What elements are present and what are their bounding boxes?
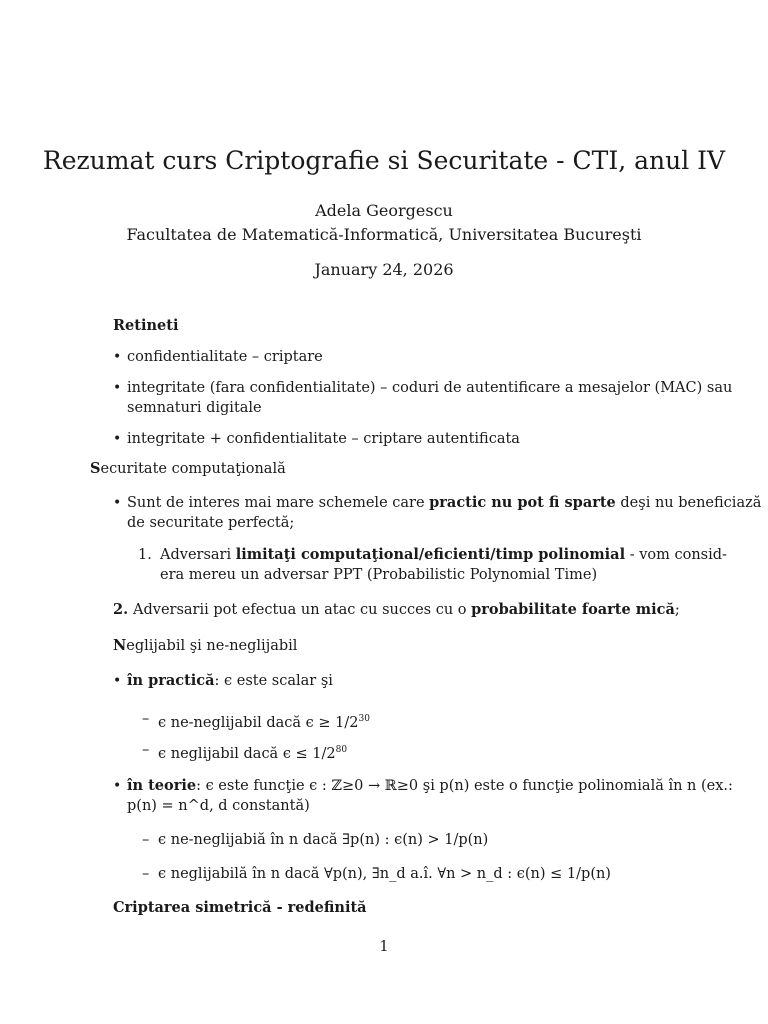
text: deşi nu beneficiază: [620, 495, 762, 511]
author: Adela Georgescu: [315, 201, 453, 220]
section-heading-criptarea: Criptarea simetrică - redefinită: [113, 899, 367, 916]
text: : ϵ este funcţie ϵ : ℤ≥0 → ℝ≥0 şi p(n) este o funcţie polinomială în n (ex.:: [196, 778, 733, 794]
list-item: confidentialitate – criptare: [127, 349, 323, 365]
list-item-continuation: semnaturi digitale: [127, 400, 262, 416]
enum-number: 1.: [138, 547, 152, 563]
emphasis: practic nu pot fi sparte: [429, 494, 616, 511]
bullet-icon: •: [113, 431, 122, 447]
document-title: Rezumat curs Criptografie si Securitate - CTI, anul IV: [42, 146, 726, 175]
enum-item-continuation: era mereu un adversar PPT (Probabilistic Polynomial Time): [160, 567, 598, 583]
exponent: 30: [358, 714, 370, 724]
heading-initial: N: [113, 637, 127, 654]
dash-icon: –: [142, 832, 150, 848]
enum-number: 2.: [113, 601, 129, 618]
sub-item: ϵ neglijabilă în n dacă ∀p(n), ∃n_d a.î. ∀n > n_d : ϵ(n) ≤ 1/p(n): [158, 866, 611, 882]
dash-icon: –: [142, 711, 150, 727]
enum-item: [133, 600, 680, 620]
dash-icon: –: [142, 866, 150, 882]
list-item: [127, 493, 761, 513]
sub-item: ϵ ne-neglijabiă în n dacă ∃p(n) : ϵ(n) > 1/p(n): [158, 832, 489, 848]
sub-item: [158, 709, 370, 733]
dash-icon: –: [142, 742, 150, 758]
section-heading-neglijabil: [113, 636, 297, 656]
text: ϵ ne-neglijabil dacă ϵ ≥ 1/2: [158, 714, 359, 731]
bullet-icon: •: [113, 778, 122, 794]
section-heading-retineti: Retineti: [113, 317, 179, 334]
list-item-continuation: de securitate perfectă;: [127, 515, 295, 531]
bullet-icon: •: [113, 380, 122, 396]
emphasis: în teorie: [127, 777, 197, 794]
bullet-icon: •: [113, 495, 122, 511]
text: ϵ neglijabil dacă ϵ ≤ 1/2: [158, 745, 336, 762]
text: - vom consid-: [629, 547, 727, 563]
page-number: 1: [379, 939, 389, 955]
list-item: integritate + confidentialitate – criptare autentificata: [127, 431, 520, 447]
sub-item: [158, 740, 347, 764]
text: ;: [674, 602, 680, 618]
bullet-icon: •: [113, 349, 122, 365]
list-item: [127, 671, 333, 691]
bullet-icon: •: [113, 673, 122, 689]
section-heading-securitate: [90, 459, 286, 479]
heading-initial: S: [90, 460, 101, 477]
heading-rest: eglijabil şi ne-neglijabil: [126, 638, 298, 654]
emphasis: în practică: [127, 672, 215, 689]
date: January 24, 2026: [314, 260, 454, 279]
list-item: [127, 776, 733, 796]
heading-rest: ecuritate computaţională: [100, 461, 286, 477]
affiliation: Facultatea de Matematică-Informatică, Universitatea Bucureşti: [126, 225, 642, 244]
text: : ϵ este scalar şi: [214, 673, 333, 689]
list-item-continuation: p(n) = n^d, d constantă): [127, 798, 310, 814]
emphasis: probabilitate foarte mică: [471, 601, 675, 618]
exponent: 80: [335, 745, 348, 755]
enum-item: [160, 545, 727, 565]
emphasis: limitaţi computaţional/eficienti/timp polinomial: [235, 546, 626, 563]
text: Sunt de interes mai mare schemele care: [127, 495, 425, 511]
text: Adversari: [160, 547, 232, 563]
text: Adversarii pot efectua un atac cu succes cu o: [133, 602, 467, 618]
list-item: integritate (fara confidentialitate) – coduri de autentificare a mesajelor (MAC) sau: [127, 380, 733, 396]
